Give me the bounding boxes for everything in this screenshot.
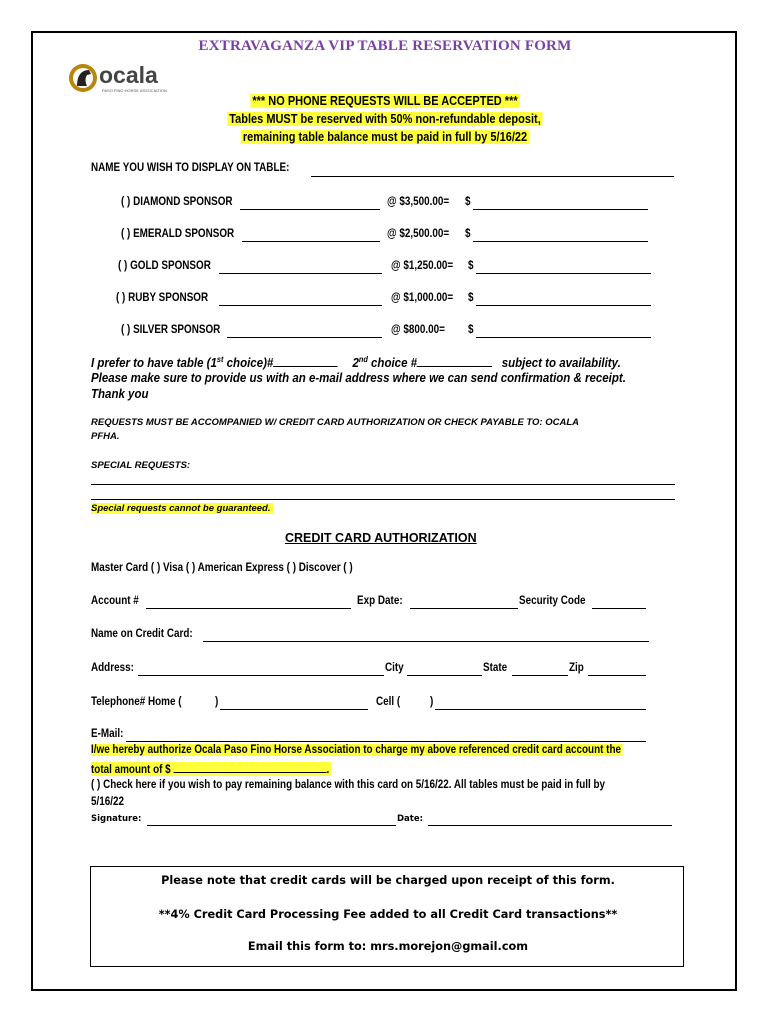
account-number-field[interactable]	[146, 608, 351, 609]
second-choice-field[interactable]	[417, 366, 492, 367]
sponsor-emerald-qty[interactable]	[242, 241, 380, 242]
table-name-field[interactable]	[311, 176, 674, 177]
sponsor-ruby-price: @ $1,000.00=	[391, 292, 454, 304]
home-phone-field[interactable]	[220, 709, 368, 710]
state-label: State	[483, 662, 508, 674]
zip-label: Zip	[569, 662, 584, 674]
ocala-logo	[68, 60, 167, 96]
sponsor-silver-label[interactable]: ( ) SILVER SPONSOR	[121, 324, 221, 336]
cardholder-name-field[interactable]	[203, 641, 649, 642]
notice-line-2: Tables MUST be reserved with 50% non-refundable deposit,	[229, 112, 541, 126]
exp-date-field[interactable]	[410, 608, 518, 609]
sponsor-diamond-dollar: $	[465, 196, 471, 208]
remaining-balance-date: 5/16/22	[91, 796, 125, 808]
logo-subtitle: PASO FINO HORSE ASSOCIATION	[102, 88, 167, 93]
authorization-text-line-1: I/we hereby authorize Ocala Paso Fino Horse Association to charge my above referenced credit card account the	[91, 744, 622, 756]
sponsor-diamond-qty[interactable]	[240, 209, 380, 210]
address-field[interactable]	[138, 675, 384, 676]
sponsor-gold-qty[interactable]	[219, 273, 382, 274]
exp-date-label: Exp Date:	[357, 595, 403, 607]
email-label: E-Mail:	[91, 728, 124, 740]
signature-label: Signature:	[91, 814, 142, 824]
sponsor-silver-dollar: $	[468, 324, 474, 336]
email-field[interactable]	[126, 741, 646, 742]
sponsor-diamond-total[interactable]	[473, 209, 648, 210]
remaining-balance-checkbox[interactable]: ( ) Check here if you wish to pay remaining balance with this card on 5/16/22. All tables must be paid in full by	[91, 779, 606, 791]
sponsor-emerald-total[interactable]	[473, 241, 648, 242]
sponsor-silver-qty[interactable]	[227, 337, 382, 338]
authorization-text-line-2: total amount of $ .	[91, 764, 330, 776]
cell-phone-label: Cell (	[376, 696, 401, 708]
cell-phone-close: )	[430, 696, 434, 708]
footer-fee-notice: **4% Credit Card Processing Fee added to all Credit Card transactions**	[158, 908, 618, 921]
sponsor-gold-total[interactable]	[476, 273, 651, 274]
credit-card-section-title: CREDIT CARD AUTHORIZATION	[285, 531, 477, 545]
account-label: Account #	[91, 595, 139, 607]
notice-line-1: *** NO PHONE REQUESTS WILL BE ACCEPTED ***	[252, 94, 518, 108]
sponsor-ruby-qty[interactable]	[219, 305, 382, 306]
horse-head-icon	[68, 62, 98, 94]
special-requests-label: SPECIAL REQUESTS:	[91, 460, 191, 471]
address-label: Address:	[91, 662, 134, 674]
date-field[interactable]	[428, 825, 672, 826]
city-field[interactable]	[407, 675, 482, 676]
home-phone-label: Telephone# Home (	[91, 696, 182, 708]
sponsor-diamond-price: @ $3,500.00=	[387, 196, 450, 208]
footer-charge-notice: Please note that credit cards will be charged upon receipt of this form.	[161, 874, 615, 887]
payment-requirement-line-1: REQUESTS MUST BE ACCOMPANIED W/ CREDIT CARD AUTHORIZATION OR CHECK PAYABLE TO: OCALA	[91, 417, 580, 428]
sponsor-diamond-label[interactable]: ( ) DIAMOND SPONSOR	[121, 196, 233, 208]
sponsor-emerald-price: @ $2,500.00=	[387, 228, 450, 240]
sponsor-emerald-dollar: $	[465, 228, 471, 240]
security-code-field[interactable]	[592, 608, 646, 609]
special-requests-field-2[interactable]	[91, 499, 675, 500]
first-choice-field[interactable]	[273, 366, 337, 367]
form-title: EXTRAVAGANZA VIP TABLE RESERVATION FORM	[198, 38, 572, 54]
table-name-label: NAME YOU WISH TO DISPLAY ON TABLE:	[91, 162, 290, 174]
sponsor-gold-price: @ $1,250.00=	[391, 260, 454, 272]
sponsor-silver-total[interactable]	[476, 337, 651, 338]
authorized-amount-field[interactable]	[173, 762, 326, 773]
sponsor-gold-dollar: $	[468, 260, 474, 272]
date-label: Date:	[397, 814, 424, 824]
notice-line-3: remaining table balance must be paid in full by 5/16/22	[242, 130, 528, 144]
city-label: City	[385, 662, 404, 674]
state-field[interactable]	[512, 675, 568, 676]
home-phone-close: )	[215, 696, 219, 708]
footer-email-instruction: Email this form to: mrs.morejon@gmail.com	[247, 940, 529, 953]
logo-text: ocala	[99, 62, 158, 88]
sponsor-silver-price: @ $800.00=	[391, 324, 445, 336]
security-code-label: Security Code	[519, 595, 586, 607]
sponsor-gold-label[interactable]: ( ) GOLD SPONSOR	[118, 260, 211, 272]
special-requests-disclaimer: Special requests cannot be guaranteed.	[91, 503, 271, 514]
sponsor-ruby-label[interactable]: ( ) RUBY SPONSOR	[116, 292, 209, 304]
sponsor-emerald-label[interactable]: ( ) EMERALD SPONSOR	[121, 228, 235, 240]
zip-field[interactable]	[588, 675, 646, 676]
signature-field[interactable]	[147, 825, 396, 826]
sponsor-ruby-total[interactable]	[476, 305, 651, 306]
payment-requirement-line-2: PFHA.	[91, 431, 120, 442]
footer-notice-box	[90, 866, 684, 967]
table-preference-line: I prefer to have table (1st choice)# 2nd choice # subject to availability.	[91, 355, 621, 371]
cardholder-name-label: Name on Credit Card:	[91, 628, 193, 640]
cell-phone-field[interactable]	[435, 709, 646, 710]
thank-you-text: Thank you	[91, 387, 149, 401]
email-instruction: Please make sure to provide us with an e-mail address where we can send confirmation & receipt.	[91, 371, 626, 385]
card-type-options[interactable]: Master Card ( ) Visa ( ) American Express ( ) Discover ( )	[91, 562, 353, 574]
sponsor-ruby-dollar: $	[468, 292, 474, 304]
special-requests-field-1[interactable]	[91, 484, 675, 485]
